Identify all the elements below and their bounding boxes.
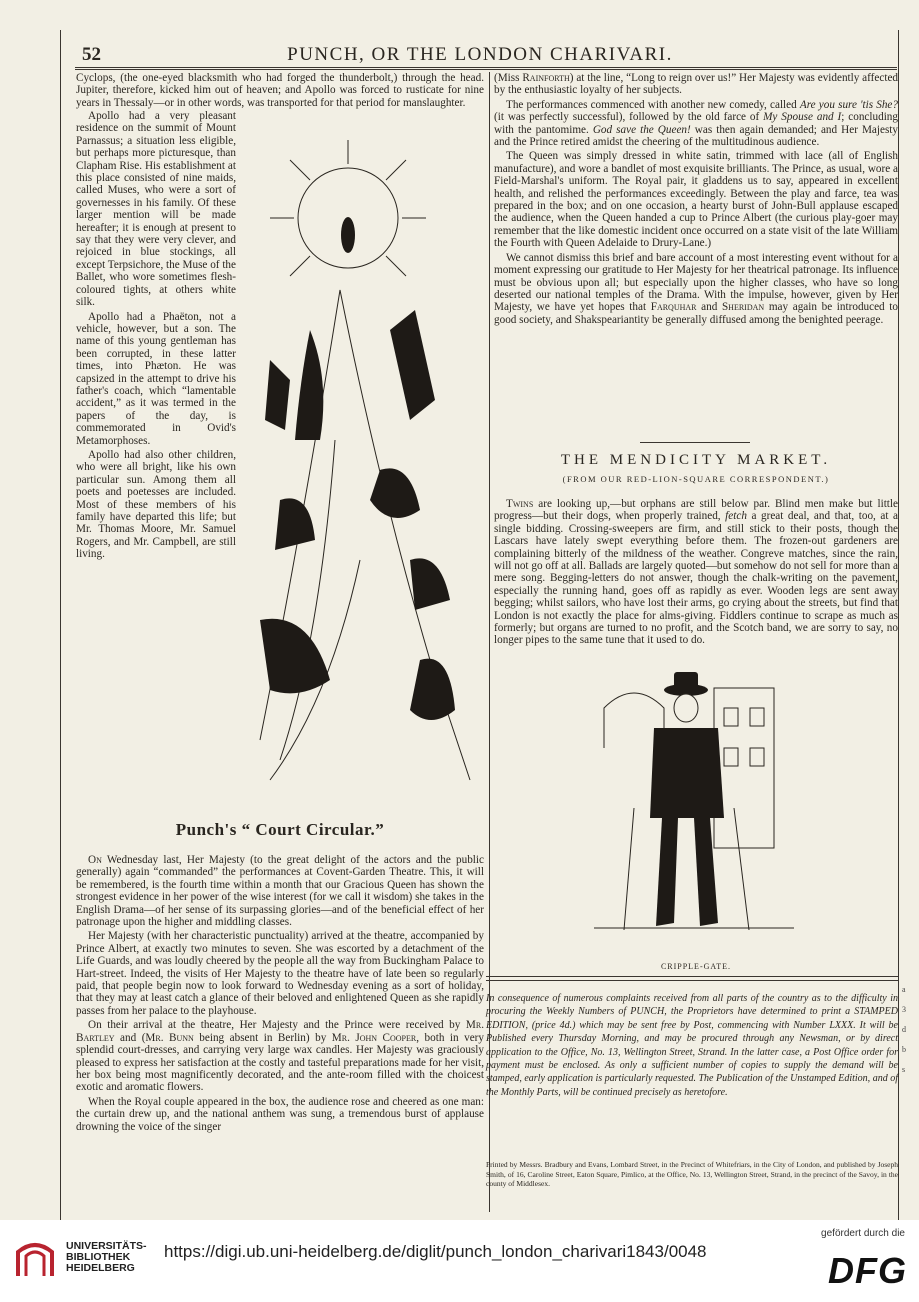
muse-figure [295, 330, 323, 440]
right-border-line [898, 30, 899, 1220]
funded-by-label: gefördert durch die [821, 1228, 905, 1239]
permalink-url[interactable]: https://digi.ub.uni-heidelberg.de/diglit/punch_london_charivari1843/0048 [164, 1242, 707, 1261]
muse-figure [260, 619, 330, 694]
mendicity-market-subtitle: (FROM OUR RED-LION-SQUARE CORRESPONDENT.) [562, 474, 830, 484]
notice-rule [486, 976, 898, 977]
page-header [60, 44, 900, 68]
university-library-logo-icon [10, 1234, 60, 1284]
running-title: PUNCH, OR THE LONDON CHARIVARI. [287, 44, 673, 65]
page-edge-marks: a 3 d b s [902, 985, 906, 1074]
apollo-intro-text: Cyclops, (the one-eyed blacksmith who had forged the thunderbolt,) through the head. Jupiter, therefore, kicked him out of heaven; and Apollo was forced to rusticate for nine years in Thessaly—or in other words, was transported for that period for manslaughter. [76, 72, 484, 109]
muse-figure [410, 659, 455, 720]
header-rule [75, 67, 897, 68]
muse-figure [265, 360, 290, 430]
printer-imprint: Printed by Messrs. Bradbury and Evans, Lombard Street, in the Precinct of Whitefriars, in the City of London, and published by Joseph Smith, of 16, Caroline Street, Eaton Square, Pimlico, at the Office, No. 13, Wellington Street, Strand, in the precinct of the Savoy, in the county of Middlesex. [486, 1160, 898, 1188]
mendicity-market-title: THE MENDICITY MARKET. [560, 452, 832, 468]
stamped-edition-notice: In consequence of numerous complaints received from all parts of the country as to the difficulty in procuring the Weekly Numbers of PUNCH, the Proprietors have determined to print a STAMPED EDITION, (price 4d.) which may be sent free by Post, commencing with Number LXXX. It will be Published every Thursday Morning, and may be procured through any Newsman, or by direct application to the Office, No. 13, Wellington Street, Strand. In the latter case, a Post Office order for payment must be enclosed. As only a sufficient number of copies to supply the demand will be stamped, early application is particularly requested. The Publication of the Unstamped Edition, and of the Monthly Parts, will be continued precisely as heretofore. [486, 993, 898, 1098]
institution-name: UNIVERSITÄTS- BIBLIOTHEK HEIDELBERG [66, 1240, 147, 1274]
cripple-gate-illustration [594, 668, 794, 960]
mendicity-market-text: Twins are looking up,—but orphans are still below par. Blind men make but little progress—but their dogs, when properly trained, fetch a great deal, and that, too, at a single bidding. Crossing-sweepers are firm, and still stick to their posts, though the Lascars have lately swept everything before them. The frozen-out gardeners are complaining bitterly of the mildness of the weather. Congreve matches, since the rain, will not go off at all. Ballads are largely quoted—but somehow do not sell for more than a mere song. Begging-letters do not answer, though the chalk-writing on the pavement, especially the running hand, goes off as rapidly as ever. Wooden legs are sent away begging; whilst sailors, who have lost their arms, go crying about the streets, but find that London is not exactly the place for alms-giving. Fiddlers continue to scrape as much as formerly; but organs are turned to no profit, and the Scotch band, we are sorry to say, no longer pipes to the same tune that it used to do. [494, 498, 898, 647]
section-rule [640, 442, 750, 443]
muse-figure [410, 558, 450, 610]
header-rule-2 [75, 69, 897, 70]
illustration-caption: CRIPPLE-GATE. [660, 962, 732, 971]
mount-parnassus-illustration [240, 140, 488, 790]
page-number: 52 [82, 44, 101, 65]
dfg-logo: DFG [828, 1250, 907, 1291]
crutch-icon [734, 808, 749, 930]
muse-figure [275, 498, 315, 550]
apollo-figure [341, 217, 355, 253]
beggar-figure [650, 728, 724, 818]
building-icon [714, 688, 774, 848]
digitization-footer [0, 1220, 919, 1302]
notice-rule-2 [486, 980, 898, 981]
apollo-narrow-column [76, 110, 236, 563]
paragraph: Apollo had a very pleasant residence on the summit of Mount Parnassus; a situation less eligible, but perhaps more picturesque, than Clapham Rise. His establishment at this place consisted of nine maids, called Muses, who were a sort of governesses in his family. Of these larger mention will be made hereafter; it is enough at present to say that they were very clever, and rejoiced in blue stockings, all except Terpsichore, the Muse of the Ballet, who wore sometimes flesh-coloured tights, at others white silk. [76, 110, 236, 309]
court-circular-text: On Wednesday last, Her Majesty (to the great delight of the actors and the public generally) again “commanded” the performances at Covent-Garden Theatre. This, it will be remembered, is the fourth time within a month that our Gracious Queen has shown the strongest evidence in her power of the wise interest (for we call it wisdom) she takes in the English Drama—of her sense of its surpassing glories—and of the beneficial effect of her patronage upon the higher and middling classes. Her Majesty (with her characteristic punctuality) arrived at the theatre, accompanied by Prince Albert, at exactly two minutes to seven. She was escorted by a detachment of the Life Guards, and was loudly cheered by the people all the way from Buckingham Palace to Hart-street. Indeed, the visits of Her Majesty to the theatre have of late been so regularly paid, that people begin now to look forward to Wednesday evening as a sort of holiday, that they may at least catch a glance of their beloved and enlightened Queen as she rapidly passes from her palace to the playhouse. On their arrival at the theatre, Her Majesty and the Prince were received by Mr. Bartley and (Mr. Bunn being absent in Berlin) by Mr. John Cooper, both in very splendid court-dresses, and carrying very large wax candles. Her Majesty was graciously pleased to express her satisfaction at the costly and tasteful preparations made for her visit, her box being most magnificently decorated, and the ante-room filled with the choicest exotic and aromatic flowers. When the Royal couple appeared in the box, the audience rose and cheered as one man: the curtain drew up, and the national anthem was sung, a tremendous burst of applause drowning the voice of the singer [76, 854, 484, 1133]
court-circular-continued: (Miss Rainforth) at the line, “Long to reign over us!” Her Majesty was evidently affected by the enthusiastic loyalty of her subjects. The performances commenced with another new comedy, called Are you sure 'tis She? (it was perfectly successful), followed by the old farce of My Spouse and I; concluding with the pantomime. God save the Queen! was then again demanded; and Her Majesty and the Prince retired amidst the cheering of the multitudinous audience. The Queen was simply dressed in white satin, trimmed with lace (all of English manufacture), and wore a bandlet of most exquisite brilliants. The Prince, as usual, wore a Field-Marshal's uniform. The Royal pair, it gladdens us to say, appeared in excellent health, and relished the performances exceedingly. Between the play and farce, tea was prepared in the box; and on one occasion, a hearty burst of John-Bull applause escaped the audience, when the Queen handed a cup to Prince Albert (the curious play-goer may remember that the like domestic incident once occurred on a state visit of the late William the Fourth with Queen Adelaide to Drury-Lane.) We cannot dismiss this brief and bare account of a most interesting event without for a moment expressing our gratitude to Her Majesty for her theatrical patronage. Its influence must be obvious upon all; but especially upon the higher classes, who have so long deserted our national temples of the Drama. With the impulse, however, given by Her Majesty, we have yet hopes that Farquhar and Sheridan may again be introduced to good society, and Shakspeariantity be generally diffused among the benighted peerage. [494, 72, 899, 326]
muse-figure [370, 468, 420, 518]
paragraph: Apollo had a Phaëton, not a vehicle, however, but a son. The name of this young gentleman has been corrupted, in these latter times, into Phæton. He was capsized in the attempt to drive his father's coach, which “lamentable accident,” as it was termed in the papers of the day, is commemorated in Ovid's Metamorphoses. [76, 310, 236, 447]
paragraph: Apollo had also other children, who were all bright, like his own particular sun. Among them all poets and poetesses are included. Most of these members of his family have departed this life; but Mr. Thomas Moore, Mr. Samuel Rogers, and Mr. Campbell, are still living. [76, 448, 236, 561]
crutch-icon [624, 808, 634, 930]
left-border-line [60, 30, 61, 1220]
muse-figure [390, 310, 435, 420]
court-circular-title: Punch's “ Court Circular.” [175, 820, 385, 839]
